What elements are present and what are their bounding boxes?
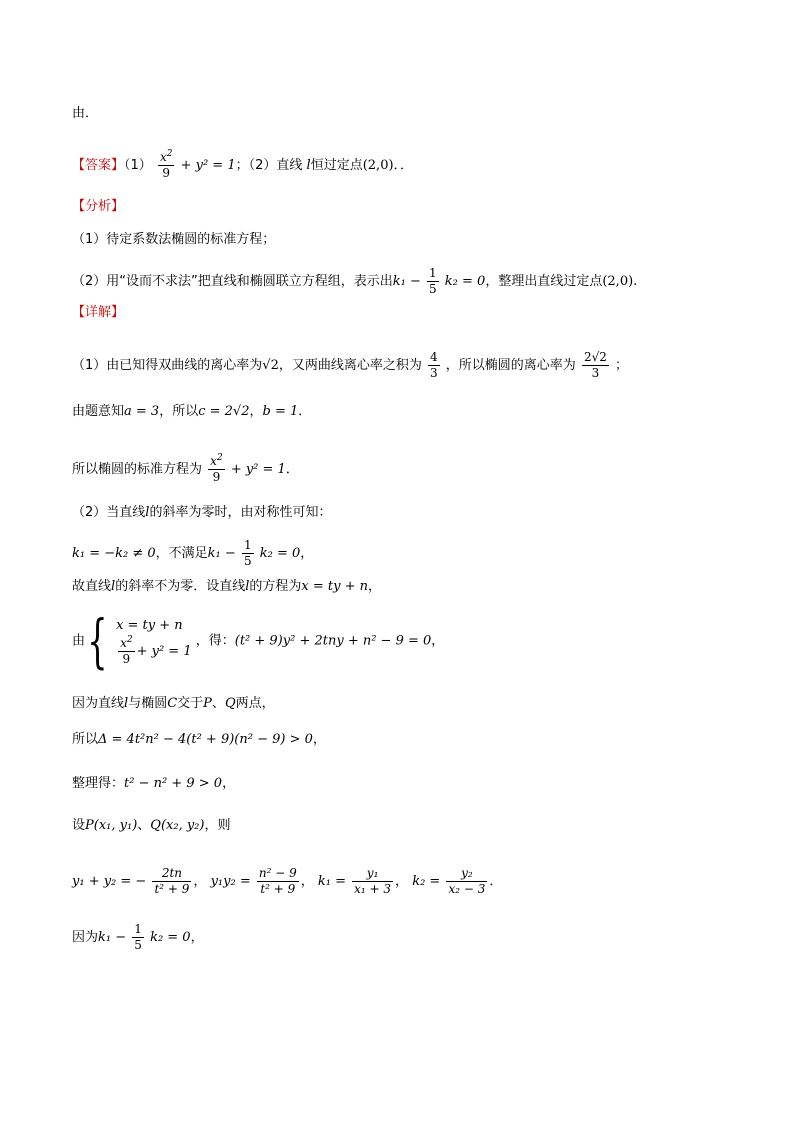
fraction: $\frac{x^2}{9}$: [120, 634, 133, 666]
fraction: $\frac{x^2}{9}$: [159, 149, 173, 180]
detail-line-13: 因为k₁ − $\frac{1}{5}$ k₂ = 0，: [72, 922, 204, 952]
equation-system: x = ty + n $\frac{x^2}{9}$ + y² = 1: [116, 617, 192, 666]
answer-tag: 【答案】: [72, 158, 125, 173]
detail-line-8: 因为直线l与椭圆C交于P、Q两点，: [72, 696, 275, 711]
detail-line-1: （1）由已知得双曲线的离心率为√2，又两曲线离心率之积为 $\frac{4}{3}$ ，所以椭圆的离心率为 $\frac{2√2}{3}$ ；: [72, 350, 629, 380]
detail-line-7: 由{ x = ty + n $\frac{x^2}{9}$ + y² = 1 ，得：(t² + 9)y² + 2tny + n² − 9 = 0，: [72, 607, 445, 675]
fraction: $\frac{x^2}{9}$: [210, 453, 223, 484]
fraction: $\frac{1}{5}$: [429, 266, 437, 296]
fraction: $\frac{1}{5}$: [243, 538, 252, 568]
analysis-heading: 【分析】: [72, 199, 125, 214]
fraction: $\frac{4}{3}$: [430, 350, 438, 380]
fraction: $\frac{1}{5}$: [134, 922, 142, 952]
answer-line: 【答案】（1） $\frac{x^2}{9}$ + y² = 1；（2）直线 l恒过定点(2,0)．．: [72, 149, 414, 180]
detail-heading: 【详解】: [72, 305, 125, 320]
fraction: $\frac{\text{n² − 9}}{\text{t² + 9}}$: [258, 866, 297, 896]
fraction: $\frac{\text{y₁}}{\text{x₁ + 3}}$: [354, 866, 392, 896]
detail-line-4: （2）当直线l的斜率为零时，由对称性可知：: [72, 505, 332, 520]
detail-line-11: 设P(x₁, y₁)、Q(x₂, y₂)，则: [72, 818, 231, 833]
analysis-line-1: （1）待定系数法椭圆的标准方程；: [72, 232, 276, 247]
detail-line-5: k₁ = −k₂ ≠ 0，不满足k₁ − $\frac{1}{5}$ k₂ = 0，: [72, 538, 314, 568]
detail-line-10: 整理得：t² − n² + 9 > 0，: [72, 776, 236, 791]
intro-line: 由．: [72, 106, 99, 121]
fraction: $\frac{2tn}{\text{t² + 9}}$: [154, 866, 190, 896]
detail-line-6: 故直线l的斜率不为零．设直线l的方程为x = ty + n，: [72, 579, 381, 594]
detail-line-9: 所以Δ = 4t²n² − 4(t² + 9)(n² − 9) > 0，: [72, 732, 326, 747]
system-brace: {: [87, 607, 108, 675]
detail-line-12: y₁ + y₂ = − $\frac{2tn}{\text{t² + 9}}$ ， y₁y₂ = $\frac{\text{n² − 9}}{\text{t² + 9}}$ ， k₁ = $\frac{\text{y₁}}{\text{x₁ + 3}}$ ， k₂ = $\frac{\text{y₂}}{\text{x₂ − 3}}$ ．: [72, 866, 503, 896]
detail-line-2: 由题意知a = 3，所以c = 2√2，b = 1．: [72, 404, 312, 419]
fraction: $\frac{2√2}{3}$: [583, 350, 607, 380]
analysis-line-2: （2）用“设而不求法”把直线和椭圆联立方程组，表示出k₁ − $\frac{1}{5}$ k₂ = 0，整理出直线过定点(2,0).: [72, 266, 638, 296]
detail-line-3: 所以椭圆的标准方程为 $\frac{x^2}{9}$ + y² = 1．: [72, 453, 299, 484]
fraction: $\frac{\text{y₂}}{\text{x₂ − 3}}$: [448, 866, 486, 896]
